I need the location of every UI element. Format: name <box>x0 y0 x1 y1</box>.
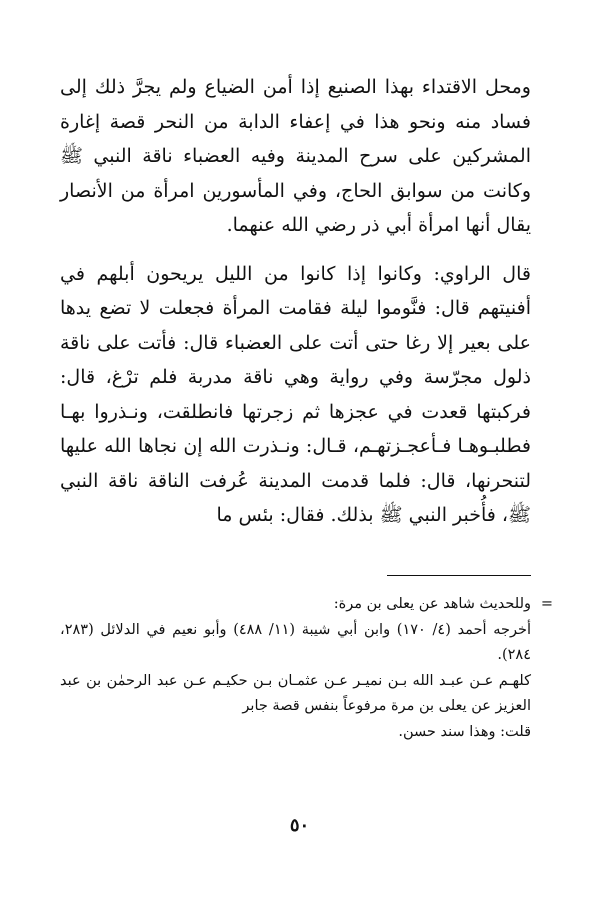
footnote-line-4: قلت: وهذا سند حسن. <box>398 723 531 740</box>
footnotes-section <box>60 592 553 745</box>
page-number: ٥٠ <box>289 815 310 836</box>
footnote-line-3: كلهـم عـن عبـد الله بـن نميـر عـن عثمـان بـن حكيـم عـن عبد الرحمٰن بن عبد العزيز عن يعلى بن مرة مرفوعاً بنفس قصة جابر <box>60 672 531 714</box>
footnote-continuation-marker: = <box>540 596 553 612</box>
main-text-body <box>60 70 531 533</box>
footnote-divider <box>387 575 531 576</box>
footnote-line-1: وللحديث شاهد عن يعلى بن مرة: <box>333 596 531 612</box>
paragraph-2: قال الراوي: وكانوا إذا كانوا من الليل يريحون أبلهم في أفنيتهم قال: فنَّوموا ليلة فقامت المرأة فجعلت لا تضع يدها على بعير إلا رغا حتى أتت على العضباء قال: فأتت على ناقة ذلول مجرّسة وفي رواية وهي ناقة مدربة فلم ترْغ، قال: فركبتها قعدت في عجزها ثم زجرتها فانطلقت، ونـذروا بهـا فطلبـوهـا فـأعجـزتهـم، قـال: ونـذرت الله إن نجاها الله عليها لتنحرنها، قال: فلما قدمت المدينة عُرفت الناقة ناقة النبي ﷺ، فأُخبر النبي ﷺ بذلك. فقال: بئس ما <box>60 262 531 526</box>
footnote-entry <box>60 592 553 618</box>
footnote-line-2: أخرجه أحمد (٤/ ١٧٠) وابن أبي شيبة (١١/ ٤٨٨) وأبو نعيم في الدلائل (٢٨٣، ٢٨٤). <box>60 621 531 663</box>
paragraph-1: ومحل الاقتداء بهذا الصنيع إذا أمن الضياع ولم يجرَّ ذلك إلى فساد منه ونحو هذا في إعفاء الدابة من النحر قصة إغارة المشركين على سرح المدينة وفيه العضباء ناقة النبي ﷺ وكانت من سوابق الحاج، وفي المأسورين امرأة من الأنصار يقال أنها امرأة أبي ذر رضي الله عنهما. <box>60 76 531 236</box>
